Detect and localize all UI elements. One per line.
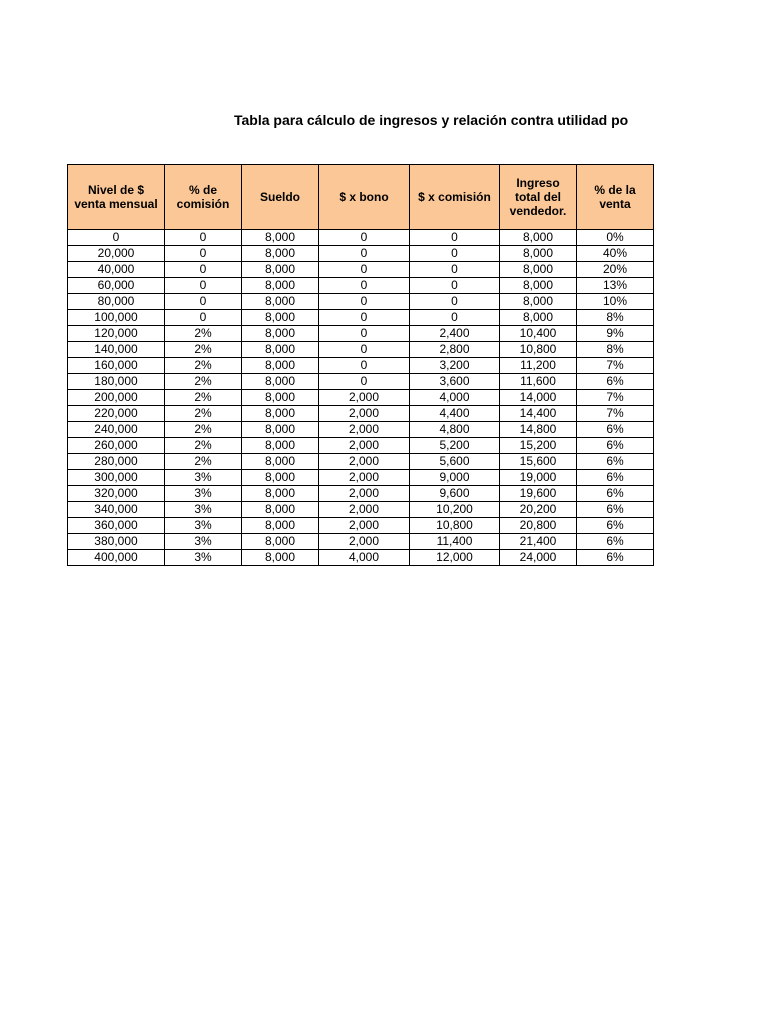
- cell-bono: 0: [319, 374, 410, 390]
- cell-porcentaje-venta: 6%: [577, 550, 654, 566]
- cell-comision: 5,200: [410, 438, 500, 454]
- table-row: [68, 502, 654, 518]
- cell-sueldo: 8,000: [242, 230, 319, 246]
- cell-comision: 3,600: [410, 374, 500, 390]
- cell-comision: 0: [410, 310, 500, 326]
- cell-nivel-venta: 20,000: [68, 246, 165, 262]
- cell-comision: 12,000: [410, 550, 500, 566]
- cell-sueldo: 8,000: [242, 326, 319, 342]
- cell-porcentaje-comision: 0: [165, 278, 242, 294]
- cell-porcentaje-venta: 6%: [577, 502, 654, 518]
- cell-nivel-venta: 300,000: [68, 470, 165, 486]
- cell-sueldo: 8,000: [242, 406, 319, 422]
- cell-porcentaje-comision: 2%: [165, 358, 242, 374]
- table-row: [68, 262, 654, 278]
- cell-bono: 0: [319, 230, 410, 246]
- cell-porcentaje-venta: 6%: [577, 454, 654, 470]
- cell-bono: 2,000: [319, 438, 410, 454]
- cell-sueldo: 8,000: [242, 310, 319, 326]
- cell-porcentaje-comision: 2%: [165, 422, 242, 438]
- cell-porcentaje-venta: 40%: [577, 246, 654, 262]
- cell-ingreso-total: 8,000: [500, 310, 577, 326]
- cell-nivel-venta: 340,000: [68, 502, 165, 518]
- cell-porcentaje-comision: 2%: [165, 406, 242, 422]
- cell-ingreso-total: 8,000: [500, 230, 577, 246]
- cell-bono: 2,000: [319, 390, 410, 406]
- cell-ingreso-total: 11,200: [500, 358, 577, 374]
- cell-porcentaje-comision: 0: [165, 230, 242, 246]
- cell-nivel-venta: 280,000: [68, 454, 165, 470]
- cell-ingreso-total: 8,000: [500, 262, 577, 278]
- cell-ingreso-total: 10,400: [500, 326, 577, 342]
- cell-porcentaje-comision: 3%: [165, 470, 242, 486]
- cell-porcentaje-venta: 6%: [577, 486, 654, 502]
- cell-bono: 0: [319, 246, 410, 262]
- cell-bono: 0: [319, 342, 410, 358]
- cell-comision: 9,000: [410, 470, 500, 486]
- cell-porcentaje-venta: 10%: [577, 294, 654, 310]
- cell-sueldo: 8,000: [242, 358, 319, 374]
- cell-nivel-venta: 100,000: [68, 310, 165, 326]
- cell-comision: 9,600: [410, 486, 500, 502]
- cell-ingreso-total: 14,400: [500, 406, 577, 422]
- cell-bono: 0: [319, 278, 410, 294]
- cell-sueldo: 8,000: [242, 486, 319, 502]
- cell-sueldo: 8,000: [242, 534, 319, 550]
- cell-porcentaje-venta: 0%: [577, 230, 654, 246]
- cell-nivel-venta: 140,000: [68, 342, 165, 358]
- cell-porcentaje-venta: 7%: [577, 358, 654, 374]
- cell-porcentaje-comision: 3%: [165, 518, 242, 534]
- cell-comision: 5,600: [410, 454, 500, 470]
- cell-porcentaje-venta: 7%: [577, 390, 654, 406]
- cell-nivel-venta: 60,000: [68, 278, 165, 294]
- table-row: [68, 310, 654, 326]
- cell-porcentaje-venta: 20%: [577, 262, 654, 278]
- cell-bono: 0: [319, 358, 410, 374]
- cell-nivel-venta: 220,000: [68, 406, 165, 422]
- cell-porcentaje-comision: 3%: [165, 486, 242, 502]
- cell-porcentaje-venta: 6%: [577, 518, 654, 534]
- cell-porcentaje-comision: 3%: [165, 550, 242, 566]
- table-row: [68, 374, 654, 390]
- table-row: [68, 358, 654, 374]
- cell-sueldo: 8,000: [242, 342, 319, 358]
- cell-porcentaje-comision: 2%: [165, 438, 242, 454]
- cell-comision: 0: [410, 262, 500, 278]
- header-porcentaje-venta: % de la venta: [577, 165, 654, 230]
- table-body: [68, 230, 654, 566]
- cell-comision: 0: [410, 278, 500, 294]
- page-title: Tabla para cálculo de ingresos y relación contra utilidad po: [234, 112, 629, 128]
- table-row: [68, 486, 654, 502]
- cell-nivel-venta: 400,000: [68, 550, 165, 566]
- cell-comision: 0: [410, 230, 500, 246]
- cell-ingreso-total: 14,000: [500, 390, 577, 406]
- cell-sueldo: 8,000: [242, 262, 319, 278]
- table-row: [68, 390, 654, 406]
- cell-porcentaje-venta: 7%: [577, 406, 654, 422]
- cell-nivel-venta: 360,000: [68, 518, 165, 534]
- cell-nivel-venta: 120,000: [68, 326, 165, 342]
- cell-sueldo: 8,000: [242, 294, 319, 310]
- cell-ingreso-total: 10,800: [500, 342, 577, 358]
- header-comision: $ x comisión: [410, 165, 500, 230]
- header-bono: $ x bono: [319, 165, 410, 230]
- table-row: [68, 230, 654, 246]
- cell-nivel-venta: 180,000: [68, 374, 165, 390]
- cell-ingreso-total: 15,600: [500, 454, 577, 470]
- table-row: [68, 518, 654, 534]
- cell-porcentaje-comision: 2%: [165, 326, 242, 342]
- cell-porcentaje-venta: 6%: [577, 422, 654, 438]
- cell-sueldo: 8,000: [242, 374, 319, 390]
- cell-porcentaje-venta: 8%: [577, 342, 654, 358]
- cell-sueldo: 8,000: [242, 550, 319, 566]
- cell-bono: 2,000: [319, 486, 410, 502]
- cell-ingreso-total: 11,600: [500, 374, 577, 390]
- cell-nivel-venta: 80,000: [68, 294, 165, 310]
- cell-bono: 0: [319, 310, 410, 326]
- table-row: [68, 534, 654, 550]
- header-nivel-venta: Nivel de $ venta mensual: [68, 165, 165, 230]
- cell-porcentaje-venta: 6%: [577, 470, 654, 486]
- table-row: [68, 422, 654, 438]
- income-table: [67, 164, 654, 566]
- cell-ingreso-total: 24,000: [500, 550, 577, 566]
- cell-ingreso-total: 20,800: [500, 518, 577, 534]
- cell-porcentaje-comision: 3%: [165, 534, 242, 550]
- cell-ingreso-total: 19,000: [500, 470, 577, 486]
- cell-comision: 0: [410, 294, 500, 310]
- cell-bono: 2,000: [319, 422, 410, 438]
- cell-porcentaje-comision: 3%: [165, 502, 242, 518]
- cell-comision: 4,400: [410, 406, 500, 422]
- cell-comision: 2,800: [410, 342, 500, 358]
- cell-bono: 4,000: [319, 550, 410, 566]
- cell-porcentaje-comision: 0: [165, 246, 242, 262]
- cell-comision: 2,400: [410, 326, 500, 342]
- cell-nivel-venta: 240,000: [68, 422, 165, 438]
- cell-nivel-venta: 40,000: [68, 262, 165, 278]
- cell-nivel-venta: 0: [68, 230, 165, 246]
- cell-nivel-venta: 200,000: [68, 390, 165, 406]
- header-porcentaje-comision: % de comisión: [165, 165, 242, 230]
- cell-sueldo: 8,000: [242, 278, 319, 294]
- cell-sueldo: 8,000: [242, 454, 319, 470]
- cell-bono: 2,000: [319, 534, 410, 550]
- cell-sueldo: 8,000: [242, 246, 319, 262]
- table-header-row: [68, 165, 654, 230]
- cell-comision: 0: [410, 246, 500, 262]
- cell-bono: 0: [319, 326, 410, 342]
- table-row: [68, 470, 654, 486]
- cell-ingreso-total: 8,000: [500, 294, 577, 310]
- cell-porcentaje-comision: 0: [165, 294, 242, 310]
- cell-ingreso-total: 19,600: [500, 486, 577, 502]
- cell-sueldo: 8,000: [242, 438, 319, 454]
- cell-comision: 11,400: [410, 534, 500, 550]
- cell-porcentaje-venta: 9%: [577, 326, 654, 342]
- cell-porcentaje-venta: 6%: [577, 374, 654, 390]
- cell-comision: 10,200: [410, 502, 500, 518]
- table-row: [68, 550, 654, 566]
- header-ingreso-total: Ingreso total del vendedor.: [500, 165, 577, 230]
- cell-porcentaje-venta: 8%: [577, 310, 654, 326]
- cell-bono: 0: [319, 294, 410, 310]
- cell-nivel-venta: 380,000: [68, 534, 165, 550]
- cell-ingreso-total: 21,400: [500, 534, 577, 550]
- cell-bono: 2,000: [319, 518, 410, 534]
- cell-sueldo: 8,000: [242, 502, 319, 518]
- cell-porcentaje-venta: 6%: [577, 438, 654, 454]
- cell-sueldo: 8,000: [242, 518, 319, 534]
- cell-bono: 2,000: [319, 454, 410, 470]
- cell-ingreso-total: 8,000: [500, 278, 577, 294]
- table-row: [68, 438, 654, 454]
- table-row: [68, 342, 654, 358]
- cell-nivel-venta: 260,000: [68, 438, 165, 454]
- cell-porcentaje-comision: 0: [165, 262, 242, 278]
- cell-sueldo: 8,000: [242, 470, 319, 486]
- cell-comision: 4,000: [410, 390, 500, 406]
- cell-porcentaje-comision: 2%: [165, 374, 242, 390]
- cell-porcentaje-venta: 13%: [577, 278, 654, 294]
- table-row: [68, 326, 654, 342]
- cell-comision: 3,200: [410, 358, 500, 374]
- cell-porcentaje-comision: 2%: [165, 454, 242, 470]
- cell-porcentaje-comision: 2%: [165, 342, 242, 358]
- page-title-container: [230, 108, 654, 132]
- cell-ingreso-total: 8,000: [500, 246, 577, 262]
- table-row: [68, 278, 654, 294]
- cell-bono: 2,000: [319, 502, 410, 518]
- cell-ingreso-total: 15,200: [500, 438, 577, 454]
- cell-ingreso-total: 14,800: [500, 422, 577, 438]
- table-row: [68, 406, 654, 422]
- cell-comision: 10,800: [410, 518, 500, 534]
- cell-nivel-venta: 320,000: [68, 486, 165, 502]
- cell-bono: 2,000: [319, 470, 410, 486]
- cell-comision: 4,800: [410, 422, 500, 438]
- cell-nivel-venta: 160,000: [68, 358, 165, 374]
- cell-sueldo: 8,000: [242, 390, 319, 406]
- cell-porcentaje-comision: 0: [165, 310, 242, 326]
- table-row: [68, 294, 654, 310]
- header-sueldo: Sueldo: [242, 165, 319, 230]
- table-row: [68, 246, 654, 262]
- cell-ingreso-total: 20,200: [500, 502, 577, 518]
- table-row: [68, 454, 654, 470]
- cell-porcentaje-comision: 2%: [165, 390, 242, 406]
- cell-bono: 0: [319, 262, 410, 278]
- cell-bono: 2,000: [319, 406, 410, 422]
- cell-sueldo: 8,000: [242, 422, 319, 438]
- cell-porcentaje-venta: 6%: [577, 534, 654, 550]
